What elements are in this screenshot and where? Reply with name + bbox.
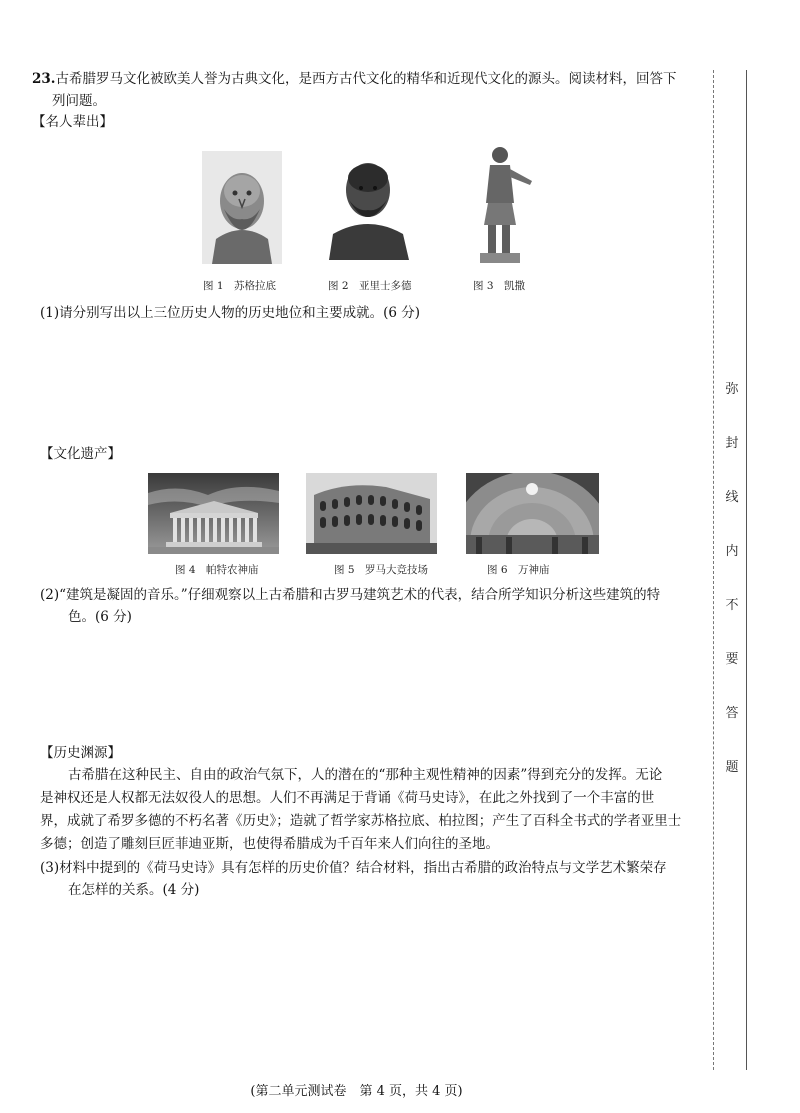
- margin-solid-line: [746, 70, 747, 1070]
- sub-question-1: (1)请分别写出以上三位历史人物的历史地位和主要成就。(6 分): [40, 305, 421, 321]
- question-intro-line-1: [32, 68, 712, 90]
- material-line-2: 是神权还是人权都无法奴役人的思想。人们不再满足于背诵《荷马史诗》，在此之外找到了一个丰富的世: [40, 790, 655, 806]
- sub-question-2-line-2: 色。(6 分): [68, 609, 132, 625]
- margin-char-3: 线: [725, 490, 739, 505]
- question-number: 23.: [32, 71, 56, 87]
- figure-1-caption: 图 1 苏格拉底: [203, 280, 277, 292]
- section-heading-historical-origin: 【历史渊源】: [40, 745, 121, 761]
- sub-question-3-line-1: (3)材料中提到的《荷马史诗》具有怎样的历史价值？结合材料，指出古希腊的政治特点与文学艺术繁荣存: [40, 860, 667, 876]
- page-footer: (第二单元测试卷 第 4 页，共 4 页): [250, 1084, 463, 1099]
- figure-colosseum: [306, 473, 437, 554]
- margin-char-7: 答: [725, 706, 739, 721]
- socrates-bust-icon: [202, 151, 282, 264]
- figure-aristotle-bust: [323, 148, 413, 260]
- material-line-4: 多德；创造了雕刻巨匠菲迪亚斯，也使得希腊成为千百年来人们向往的圣地。: [40, 836, 499, 852]
- sub-question-3-line-2: 在怎样的关系。(4 分): [68, 882, 200, 898]
- margin-char-6: 要: [725, 652, 739, 667]
- aristotle-bust-icon: [323, 148, 413, 260]
- parthenon-photo-icon: [148, 473, 279, 554]
- figure-2-caption: 图 2 亚里士多德: [328, 280, 412, 292]
- material-line-1: 古希腊在这种民主、自由的政治气氛下，人的潜在的“那种主观性精神的因素”得到充分的发挥。无论: [68, 767, 663, 783]
- sub-question-2-line-1: (2)“建筑是凝固的音乐。”仔细观察以上古希腊和古罗马建筑艺术的代表，结合所学知识分析这些建筑的特: [40, 587, 661, 603]
- figure-5-caption: 图 5 罗马大竞技场: [334, 564, 429, 576]
- question-23: [32, 68, 712, 112]
- figure-pantheon: [466, 473, 599, 554]
- sub-question-3: [40, 857, 710, 901]
- figure-3-caption: 图 3 凯撒: [473, 280, 526, 292]
- figure-caesar-statue: [470, 143, 540, 265]
- section-heading-famous-people: 【名人辈出】: [32, 114, 113, 130]
- margin-dashed-line: [713, 70, 714, 1070]
- margin-char-5: 不: [725, 598, 739, 613]
- figure-6-caption: 图 6 万神庙: [487, 564, 550, 576]
- material-line-3: 界，成就了希罗多德的不朽名著《历史》；造就了哲学家苏格拉底、柏拉图；产生了百科全书式的学者亚里士: [40, 813, 682, 829]
- pantheon-photo-icon: [466, 473, 599, 554]
- question-intro-text: 古希腊罗马文化被欧美人誉为古典文化，是西方古代文化的精华和近现代文化的源头。阅读材料，回答下: [55, 71, 677, 87]
- material-passage: [40, 764, 710, 856]
- margin-char-4: 内: [725, 544, 739, 559]
- margin-char-1: 弥: [725, 382, 739, 397]
- section-heading-cultural-heritage: 【文化遗产】: [40, 446, 121, 462]
- question-intro-line-2: 列问题。: [52, 93, 106, 109]
- figure-socrates-bust: [202, 151, 282, 264]
- sub-question-2: [40, 584, 710, 628]
- margin-char-2: 封: [725, 436, 739, 451]
- figure-parthenon: [148, 473, 279, 554]
- margin-char-8: 题: [725, 760, 739, 775]
- figure-4-caption: 图 4 帕特农神庙: [175, 564, 259, 576]
- colosseum-photo-icon: [306, 473, 437, 554]
- caesar-statue-icon: [470, 143, 540, 265]
